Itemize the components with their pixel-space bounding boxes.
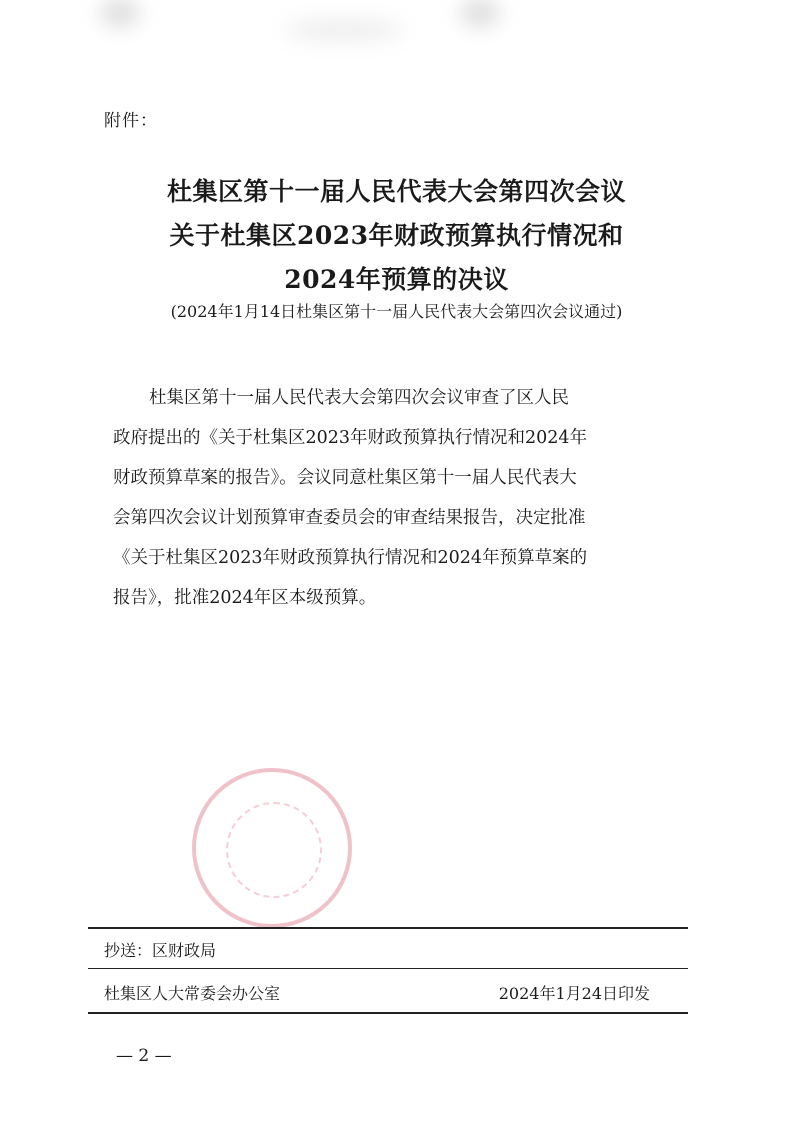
footer-divider-top	[88, 927, 688, 929]
issue-date: 2024年1月24日印发	[498, 984, 650, 1003]
body-line: 财政预算草案的报告》。会议同意杜集区第十一届人民代表大	[113, 468, 577, 488]
footer-divider-middle	[88, 968, 688, 969]
scan-mark	[460, 0, 500, 26]
document-title	[0, 170, 793, 302]
page-number: — 2 —	[116, 1046, 172, 1066]
body-line: 《关于杜集区2023年财政预算执行情况和2024年预算草案的	[113, 548, 588, 568]
scan-mark	[284, 20, 404, 40]
seal-inner-ring	[226, 802, 322, 898]
cc-line: 抄送：区财政局	[104, 941, 217, 960]
body-line: 报告》，批准2024年区本级预算。	[113, 588, 377, 608]
official-seal	[192, 768, 352, 928]
scan-mark	[100, 0, 140, 26]
title-line: 2024年预算的决议	[284, 265, 509, 294]
title-line: 杜集区第十一届人民代表大会第四次会议	[166, 177, 626, 206]
title-line: 关于杜集区2023年财政预算执行情况和	[169, 221, 624, 250]
body-line: 会第四次会议计划预算审查委员会的审查结果报告，决定批准	[113, 508, 586, 528]
resolution-body	[113, 378, 681, 618]
body-line: 杜集区第十一届人民代表大会第四次会议审查了区人民	[149, 388, 569, 408]
issuing-office: 杜集区人大常委会办公室	[104, 984, 281, 1003]
attachment-label: 附件：	[104, 111, 158, 131]
document-subtitle: (2024年1月14日杜集区第十一届人民代表大会第四次会议通过)	[170, 302, 623, 321]
footer-divider-bottom	[88, 1012, 688, 1014]
body-line: 政府提出的《关于杜集区2023年财政预算执行情况和2024年	[113, 428, 588, 448]
